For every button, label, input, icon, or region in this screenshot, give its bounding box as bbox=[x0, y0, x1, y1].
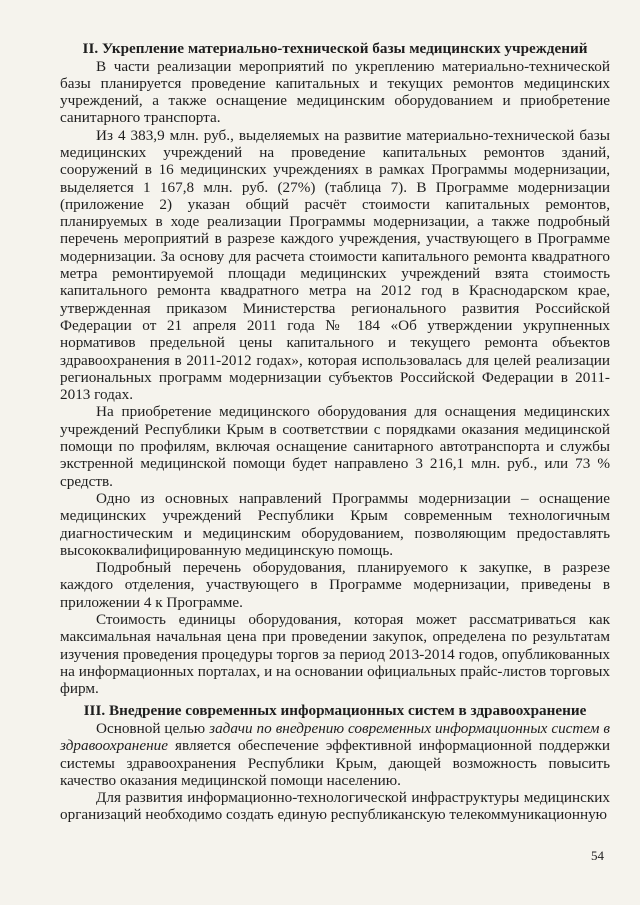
section-2-heading: II. Укрепление материально-технической базы медицинских учреждений bbox=[82, 40, 588, 57]
page-number: 54 bbox=[591, 848, 604, 863]
section-2-paragraph-4: Одно из основных направлений Программы модернизации – оснащение медицинских учреждений Республики Крым современным технологичным диагностическим и медицинским оборудованием, позволяющим предоставлять высококвалифицированную медицинскую помощь. bbox=[60, 489, 610, 559]
section-2-paragraph-5: Подробный перечень оборудования, планируемого к закупке, в разрезе каждого отделения, участвующего в Программе модернизации, приведены в приложении 4 к Программе. bbox=[60, 559, 610, 611]
section-3-paragraph-1 bbox=[60, 720, 610, 789]
section-3-paragraph-1-rest: является обеспечение эффективной информационной поддержки системы здравоохранения Республики Крым, дающей возможность повысить качество оказания медицинской помощи населению. bbox=[60, 737, 610, 789]
section-2-paragraph-1: В части реализации мероприятий по укреплению материально-технической базы планируется проведение капитальных и текущих ремонтов медицинских учреждений, а также оснащение медицинским оборудованием и приобретение санитарного транспорта. bbox=[60, 57, 610, 127]
section-2-paragraph-2: Из 4 383,9 млн. руб., выделяемых на развитие материально-технической базы медицинских учреждений на проведение капитальных ремонтов зданий, сооружений в 16 медицинских учреждениях в рамках Программы модернизации, выделяется 1 167,8 млн. руб. (27%) (таблица 7). В Программе модернизации (приложение 2) указан общий расчёт стоимости капитальных ремонтов, планируемых в ходе реализации Программы модернизации, а также подробный перечень мероприятий в разрезе каждого учреждения, участвующего в Программе модернизации. За основу для расчета стоимости капитального ремонта квадратного метра ремонтируемой площади медицинских учреждений взята стоимость капитального ремонта квадратного метра на 2012 год в Краснодарском крае, утвержденная приказом Министерства регионального развития Российской Федерации от 21 апреля 2011 года № 184 «Об утверждении укрупненных нормативов предельной цены капитального и текущего ремонта объектов здравоохранения в 2011-2012 годах», которая использовалась для целей реализации региональных программ модернизации субъектов Российской Федерации в 2011-2013 годах. bbox=[60, 126, 610, 404]
section-3-paragraph-1-lead: Основной целью bbox=[96, 719, 210, 737]
section-2-paragraph-6: Стоимость единицы оборудования, которая может рассматриваться как максимальная начальная цена при проведении закупок, определена по результатам изучения проведения процедуры торгов за период 2013-2014 годов, опубликованных на информационных порталах, и на основании официальных прайс-листов торговых фирм. bbox=[60, 611, 610, 698]
section-2-paragraph-3: На приобретение медицинского оборудования для оснащения медицинских учреждений Республики Крым в соответствии с порядками оказания медицинской помощи по профилям, включая оснащение санитарного автотранспорта и службы экстренной медицинской помощи будет направлено 3 216,1 млн. руб., или 73 % средств. bbox=[60, 403, 610, 490]
section-3-paragraph-1-italic: задачи по внедрению современных информационных систем в здравоохранение bbox=[60, 719, 611, 755]
section-3-heading: III. Внедрение современных информационных систем в здравоохранение bbox=[83, 702, 587, 720]
section-3-paragraph-2: Для развития информационно-технологической инфраструктуры медицинских организаций необходимо создать единую республиканскую телекоммуникационную bbox=[60, 789, 610, 824]
